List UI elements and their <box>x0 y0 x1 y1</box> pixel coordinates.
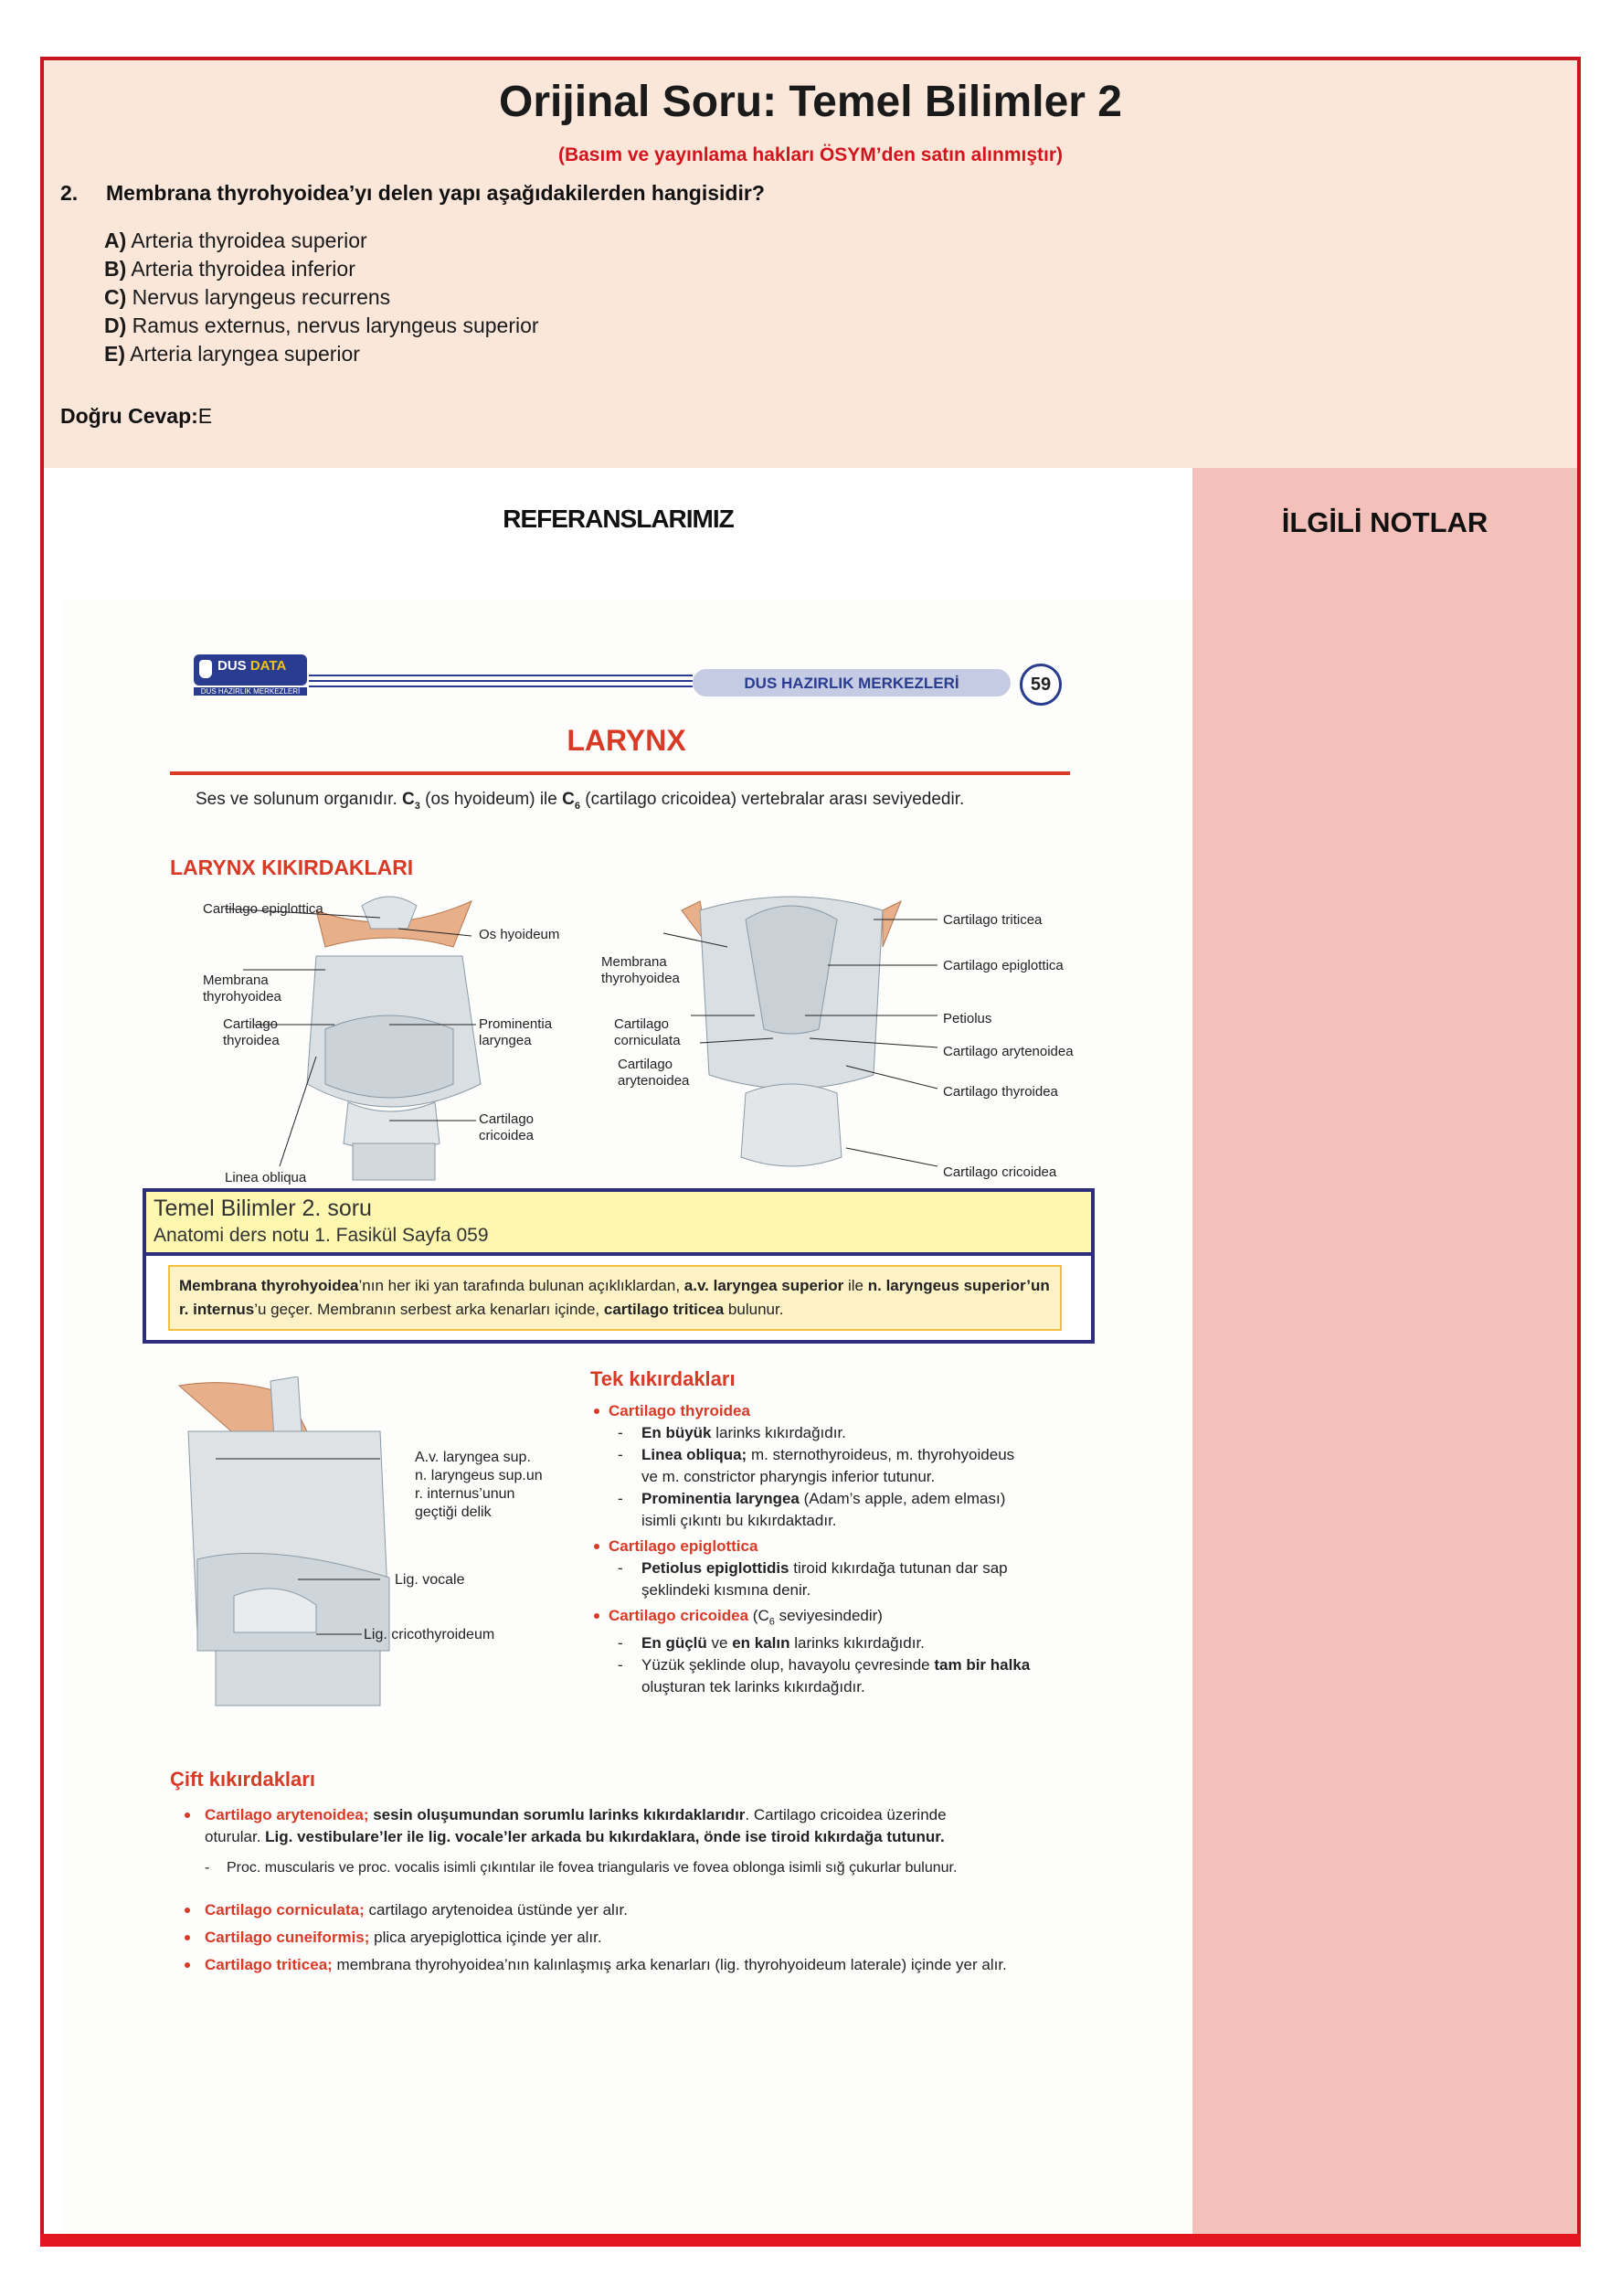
header-rule <box>309 675 693 676</box>
callout-source: Anatomi ders notu 1. Fasikül Sayfa 059 <box>154 1225 489 1246</box>
larynx-sagittal-figure <box>161 1377 599 1724</box>
fig3-label: geçtiği delik <box>415 1504 492 1520</box>
reference-callout <box>143 1188 1095 1344</box>
title-rule <box>170 771 1070 775</box>
paired-cartilages-title: Çift kıkırdakları <box>170 1768 315 1791</box>
textbook-page <box>60 600 1192 2240</box>
single-cartilages-title: Tek kıkırdakları <box>590 1367 736 1390</box>
callout-note: Membrana thyrohyoidea’nın her iki yan tarafında bulunan açıklıklardan, a.v. laryngea superior ile n. laryngeus superior’un r. internus’u geçer. Membranın serbest arka kenarları içinde, cartilago triticea bulunur. <box>168 1265 1062 1331</box>
notes-title: İLGİLİ NOTLAR <box>1281 506 1489 538</box>
copyright-notice: (Basım ve yayınlama hakları ÖSYM’den satın alınmıştır) <box>557 144 1064 165</box>
fig1-label: Membrana thyrohyoidea <box>203 973 281 1004</box>
fig2-label: Cartilago arytenoidea <box>943 1044 1074 1059</box>
header-rule <box>309 686 693 687</box>
answer-options <box>104 227 539 368</box>
fig2-label: Cartilago triticea <box>943 912 1043 928</box>
option-c: C) Nervus laryngeus recurrens <box>104 285 391 309</box>
fig1-label: Os hyoideum <box>479 927 560 942</box>
intro-text: Ses ve solunum organıdır. $C_3$ (os hyoideum) ile $C_6$ (cartilago cricoidea) vertebralar arası seviyededir. <box>196 790 965 812</box>
fig2-label: Cartilago epiglottica <box>943 958 1064 973</box>
header-rule <box>309 680 693 682</box>
question-text: Membrana thyrohyoidea’yı delen yapı aşağıdakilerden hangisidir? <box>106 181 765 205</box>
single-cartilages-list: Cartilago thyroidea - En büyük larinks kıkırdağıdır. - Linea obliqua; m. sternothyroideus, m. thyrohyoideus ve m. constrictor pharyngis inferior tutunur. - Prominentia laryngea (Adam’s apple, adem elması) isimli çıkıntı bu kıkırdaktadır. Cartilago epiglottica - Petiolus epiglottidis tiroid kıkırdağa tutunan dar sap şeklindeki kısmına denir. Cartilago cricoidea ($C_6$ seviyesindedir) - En güçlü ve en kalın larinks kıkırdağıdır. - Yüzük şeklinde olup, havayolu çevresinde tam bir halka oluşturan tek larinks kıkırdağıdır. <box>590 1400 1102 1698</box>
fig3-label: Lig. cricothyroideum <box>364 1627 495 1642</box>
references-column <box>44 468 1192 2240</box>
callout-header <box>146 1192 1091 1256</box>
references-title: REFERANSLARIMIZ <box>503 505 734 533</box>
fig1-label: Cartilago epiglottica <box>203 901 323 917</box>
fig2-label: Cartilago arytenoidea <box>618 1057 690 1089</box>
tooth-icon <box>199 660 212 678</box>
dusdata-logo: DUS DATA DUS HAZIRLIK MERKEZLERİ <box>194 654 307 702</box>
fig3-label: n. laryngeus sup.un <box>415 1468 543 1483</box>
header-banner: DUS HAZIRLIK MERKEZLERİ <box>693 669 1011 696</box>
question-number: 2. <box>60 181 79 205</box>
fig2-label: Cartilago thyroidea <box>943 1084 1058 1100</box>
fig2-label: Membrana thyrohyoidea <box>601 954 680 986</box>
notes-column <box>1192 468 1577 2240</box>
fig3-label: A.v. laryngea sup. <box>415 1450 531 1465</box>
page-frame <box>40 57 1581 2243</box>
fig1-label: Cartilago cricoidea <box>479 1111 535 1143</box>
section-title: LARYNX KIKIRDAKLARI <box>170 856 414 879</box>
callout-title: Temel Bilimler 2. soru <box>154 1196 372 1221</box>
option-a: A) Arteria thyroidea superior <box>104 229 367 252</box>
fig2-label: Cartilago cricoidea <box>943 1164 1057 1180</box>
question-panel <box>44 60 1577 468</box>
chapter-title: LARYNX <box>567 724 686 757</box>
option-e: E) Arteria laryngea superior <box>104 342 360 366</box>
fig3-label: r. internus’unun <box>415 1486 515 1502</box>
fig1-label: Linea obliqua <box>225 1170 307 1185</box>
correct-answer: Doğru Cevap:E <box>60 404 213 428</box>
option-b: B) Arteria thyroidea inferior <box>104 257 355 281</box>
exam-title: Orijinal Soru: Temel Bilimler 2 <box>499 78 1122 126</box>
fig3-label: Lig. vocale <box>395 1572 465 1588</box>
fig1-label: Prominentia laryngea <box>479 1016 553 1048</box>
fig2-label: Cartilago corniculata <box>614 1016 681 1048</box>
paired-cartilages-list: Cartilago arytenoidea; sesin oluşumundan sorumlu larinks kıkırdaklarıdır. Cartilago cricoidea üzerinde oturular. Lig. vestibulare’ler ile lig. vocale’ler arkada bu kıkırdaklara, önde ise tiroid kıkırdağa tutunur. - Proc. muscularis ve proc. vocalis isimli çıkıntılar ile fovea triangularis ve fovea oblonga isimli sığ çukurlar bulunur. Cartilago corniculata; cartilago arytenoidea üstünde yer alır. Cartilago cuneiformis; plica aryepiglottica içinde yer alır. Cartilago triticea; membrana thyrohyoidea’nın kalınlaşmış arka kenarları (lig. thyrohyoideum laterale) içinde yer alır. <box>174 1804 1087 1976</box>
fig1-label: Cartilago thyroidea <box>223 1016 280 1048</box>
bottom-bar <box>40 2234 1581 2247</box>
page-number: 59 <box>1020 664 1062 706</box>
option-d: D) Ramus externus, nervus laryngeus superior <box>104 314 539 337</box>
question-stem <box>60 181 765 206</box>
fig2-label: Petiolus <box>943 1011 992 1026</box>
